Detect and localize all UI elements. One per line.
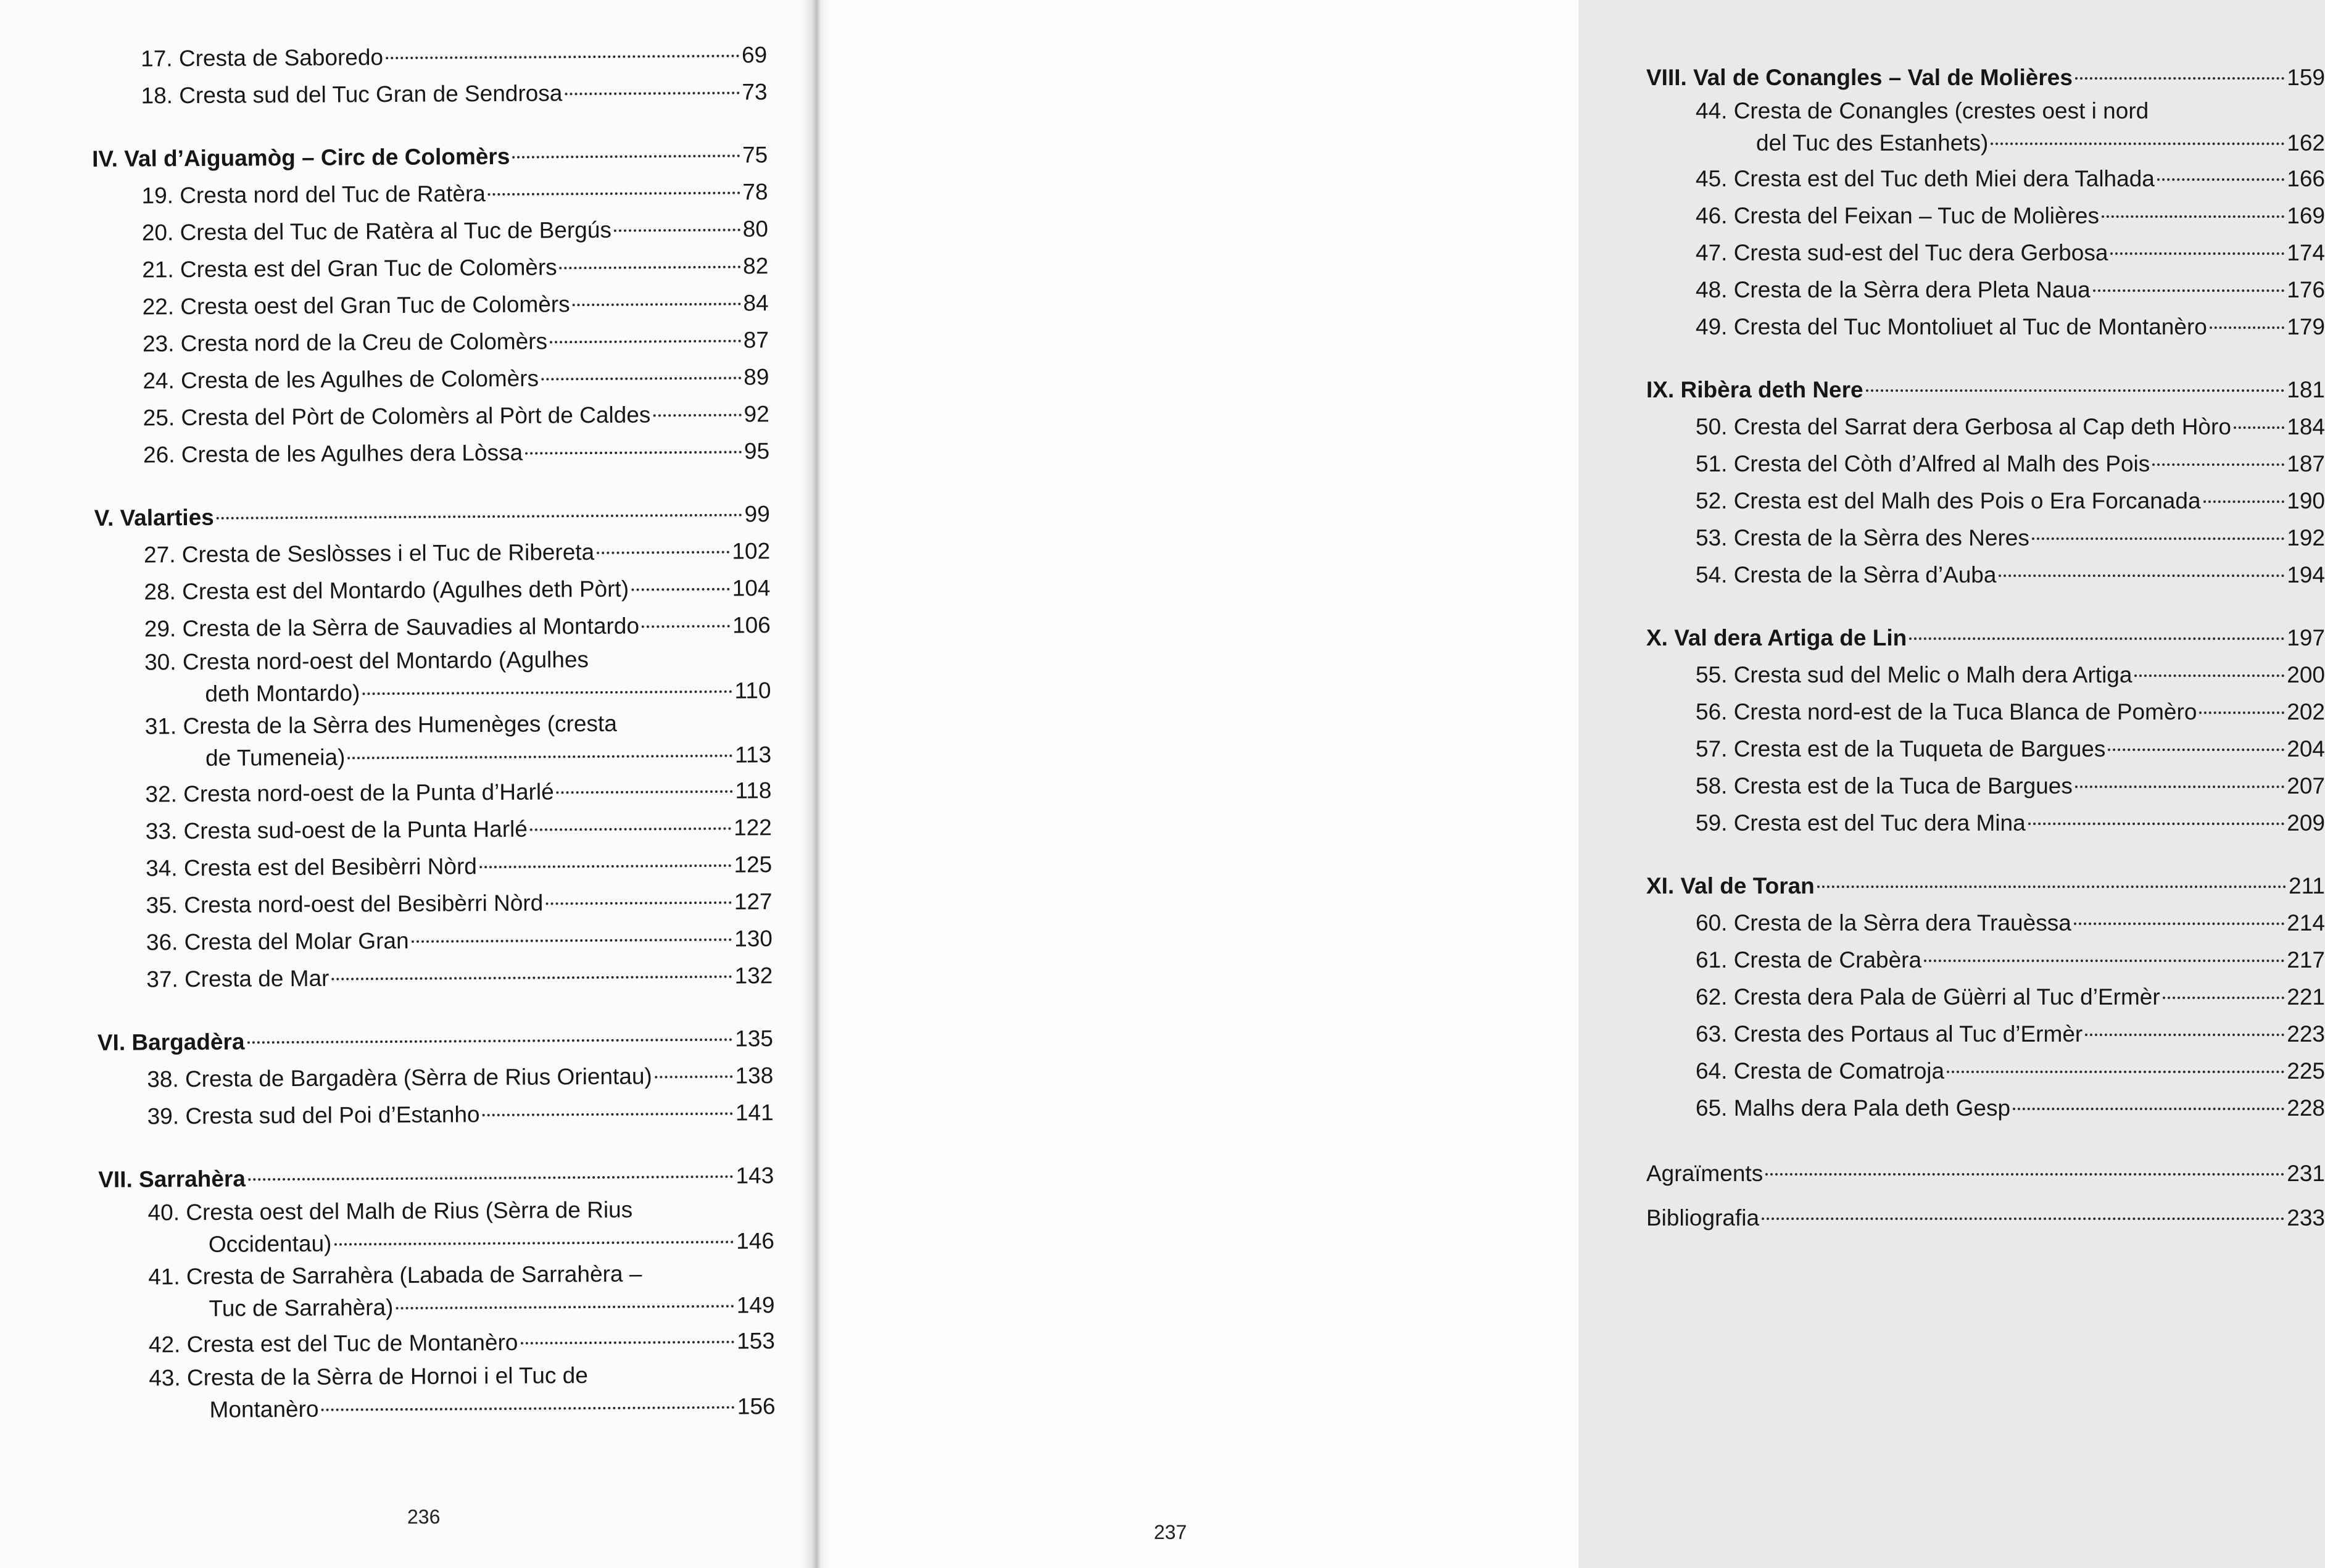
toc-page-ref: 106 — [732, 612, 771, 638]
dot-leader — [2199, 711, 2284, 714]
toc-entry-label: 50. Cresta del Sarrat dera Gerbosa al Cap deth Hòro — [1696, 414, 2231, 439]
toc-entry — [1646, 96, 2325, 160]
toc-entry — [99, 1258, 775, 1327]
toc-page-ref: 228 — [2287, 1095, 2325, 1121]
toc-entry-title-first-line: 30. Cresta nord-oest del Montardo (Agulhes — [144, 647, 589, 675]
toc-page-ref: 122 — [733, 815, 772, 840]
dot-leader — [217, 514, 742, 520]
toc-entry-title-first-line: 31. Cresta de la Sèrra des Humenèges (cresta — [144, 710, 617, 739]
dot-leader — [1765, 1173, 2284, 1176]
toc-entry-label: IX. Ribèra deth Nere — [1646, 377, 1863, 402]
dot-leader — [545, 902, 732, 905]
toc-entry — [1646, 1016, 2325, 1053]
toc-entry-label: 18. Cresta sud del Tuc Gran de Sendrosa — [141, 80, 563, 109]
toc-page-ref: 174 — [2287, 240, 2325, 265]
toc-entry-label: XI. Val de Toran — [1646, 873, 1815, 898]
toc-entry — [94, 433, 769, 474]
toc-entry-label: VIII. Val de Conangles – Val de Molières — [1646, 65, 2073, 90]
toc-back-matter-entry — [1646, 1151, 2325, 1196]
dot-leader — [2134, 674, 2284, 677]
toc-entry-label: 37. Cresta de Mar — [146, 965, 329, 992]
dot-leader — [2028, 823, 2285, 825]
toc-entry-label: 55. Cresta sud del Melic o Malh dera Artiga — [1696, 662, 2132, 687]
toc-entry-label: 35. Cresta nord-oest del Besibèrri Nòrd — [146, 890, 544, 918]
toc-section-heading — [92, 136, 768, 178]
toc-page-ref: 146 — [736, 1228, 775, 1254]
toc-page-ref: 179 — [2287, 314, 2325, 339]
toc-entry — [94, 570, 770, 611]
dot-leader — [2152, 463, 2284, 466]
right-page — [813, 0, 2325, 1568]
toc-entry-label: 47. Cresta sud-est del Tuc dera Gerbosa — [1696, 240, 2108, 265]
toc-page-ref: 166 — [2287, 166, 2325, 191]
toc-entry — [91, 73, 767, 115]
dot-leader — [2210, 326, 2284, 329]
dot-leader — [248, 1176, 734, 1181]
dot-leader — [2093, 289, 2285, 292]
dot-leader — [1762, 1217, 2284, 1220]
dot-leader — [597, 551, 729, 554]
toc-page-ref: 95 — [744, 438, 770, 464]
toc-page-ref: 190 — [2287, 488, 2325, 513]
dot-leader — [1924, 960, 2284, 962]
toc-page-ref: 156 — [737, 1393, 776, 1419]
toc-page-ref: 89 — [744, 364, 769, 390]
toc-entry-continuation — [99, 1224, 774, 1263]
toc-entry-label: 51. Cresta del Còth d’Alfred al Malh des Pois — [1696, 451, 2150, 476]
dot-leader — [2108, 749, 2284, 751]
toc-entry-label: 53. Cresta de la Sèrra des Neres — [1696, 525, 2029, 550]
toc-entry — [1646, 234, 2325, 272]
toc-entry-label: 56. Cresta nord-est de la Tuca Blanca de Pomèro — [1696, 699, 2197, 724]
toc-entry — [96, 772, 771, 813]
toc-entry-label: 46. Cresta del Feixan – Tuc de Molières — [1696, 203, 2099, 228]
dot-leader — [334, 1241, 734, 1246]
left-page — [0, 0, 813, 1568]
toc-entry-label: 49. Cresta del Tuc Montoliuet al Tuc de Montanèro — [1696, 314, 2207, 339]
dot-leader — [541, 377, 741, 381]
toc-entry-label: 34. Cresta est del Besibèrri Nòrd — [146, 853, 478, 881]
toc-page-ref: 184 — [2287, 414, 2325, 439]
toc-entry-label: 27. Cresta de Seslòsses i el Tuc de Ribereta — [143, 539, 595, 568]
toc-entry — [99, 1359, 776, 1428]
toc-page-ref: 194 — [2287, 562, 2325, 587]
toc-page-ref: 87 — [743, 327, 769, 353]
toc-entry — [96, 883, 772, 924]
toc-entry-label: 45. Cresta est del Tuc deth Miei dera Talhada — [1696, 166, 2155, 191]
dot-leader — [653, 414, 741, 417]
toc-page-ref: 118 — [735, 778, 772, 803]
left-toc — [91, 36, 776, 1428]
toc-entry — [97, 957, 773, 998]
toc-page-ref: 200 — [2287, 662, 2325, 687]
toc-entry — [1646, 731, 2325, 768]
toc-entry-label: 19. Cresta nord del Tuc de Ratèra — [141, 181, 486, 209]
toc-entry — [1646, 160, 2325, 197]
dot-leader — [565, 92, 739, 96]
toc-entry-label: 29. Cresta de la Sèrra de Sauvadies al Montardo — [144, 613, 640, 642]
toc-page-ref: 181 — [2287, 377, 2325, 402]
left-page-number: 236 — [407, 1506, 441, 1528]
toc-entry — [1646, 694, 2325, 731]
toc-page-ref: 225 — [2287, 1058, 2325, 1084]
toc-entry-label: deth Montardo) — [205, 680, 360, 707]
toc-page-ref: 153 — [737, 1328, 776, 1354]
toc-entry — [93, 210, 768, 252]
toc-entry-continuation — [99, 1389, 775, 1428]
toc-entry-label: IV. Val d’Aiguamòg – Circ de Colomèrs — [92, 143, 510, 172]
toc-entry-title-first-line: 43. Cresta de la Sèrra de Hornoi i el Tuc de — [149, 1363, 588, 1391]
dot-leader — [386, 55, 739, 59]
toc-page-ref: 207 — [2287, 773, 2325, 799]
dot-leader — [1817, 886, 2286, 888]
toc-entry-label: 42. Cresta est del Tuc de Montanèro — [148, 1329, 518, 1358]
toc-entry — [93, 247, 768, 289]
toc-page-ref: 92 — [744, 401, 769, 427]
toc-entry — [98, 1194, 774, 1263]
toc-page-ref: 132 — [734, 963, 773, 989]
toc-entry-label: 65. Malhs dera Pala deth Gesp — [1696, 1095, 2011, 1121]
toc-entry-label: 58. Cresta est de la Tuca de Bargues — [1696, 773, 2073, 799]
toc-entry — [1646, 197, 2325, 234]
toc-page-ref: 162 — [2287, 130, 2325, 156]
toc-entry-label: VI. Bargadèra — [97, 1029, 245, 1055]
toc-entry-label: 59. Cresta est del Tuc dera Mina — [1696, 810, 2026, 836]
toc-entry-label: X. Val dera Artiga de Lin — [1646, 625, 1907, 650]
toc-page-ref: 82 — [742, 253, 769, 279]
toc-page-ref: 113 — [734, 742, 772, 768]
toc-entry-label: 39. Cresta sud del Poi d’Estanho — [147, 1101, 480, 1129]
toc-page-ref: 125 — [734, 852, 773, 877]
dot-leader — [525, 451, 742, 455]
toc-section-heading — [94, 496, 770, 537]
toc-section-heading — [98, 1157, 774, 1198]
toc-page-ref: 75 — [742, 142, 768, 168]
toc-entry — [1646, 905, 2325, 942]
toc-entry-label: 48. Cresta de la Sèrra dera Pleta Naua — [1696, 277, 2091, 302]
toc-page-ref: 69 — [741, 42, 768, 68]
toc-section-heading — [1646, 59, 2325, 96]
toc-page-ref: 202 — [2287, 699, 2325, 724]
toc-entry — [1646, 483, 2325, 520]
toc-entry-label: 22. Cresta oest del Gran Tuc de Colomèrs — [142, 291, 570, 320]
toc-entry — [1646, 446, 2325, 483]
toc-page-ref: 102 — [732, 538, 771, 564]
dot-leader — [488, 192, 740, 196]
toc-section-heading — [1646, 371, 2325, 409]
toc-entry-label: 28. Cresta est del Montardo (Agulhes deth Pòrt) — [144, 576, 629, 605]
toc-entry-label: 17. Cresta de Saboredo — [141, 44, 384, 72]
toc-page-ref: 99 — [744, 501, 770, 527]
toc-entry-label: Agraïments — [1646, 1161, 1763, 1186]
toc-entry — [95, 607, 771, 648]
toc-entry-label: 62. Cresta dera Pala de Güèrri al Tuc d’Ermèr — [1696, 984, 2160, 1010]
toc-entry — [92, 173, 768, 215]
dot-leader — [1991, 143, 2284, 145]
toc-entry-label: Bibliografia — [1646, 1205, 1760, 1230]
dot-leader — [642, 625, 730, 628]
dot-leader — [2032, 537, 2284, 540]
toc-entry-label: 54. Cresta de la Sèrra d’Auba — [1696, 562, 1997, 587]
toc-page-ref: 135 — [735, 1026, 774, 1052]
toc-entry — [91, 36, 767, 78]
toc-entry-label: del Tuc des Estanhets) — [1756, 130, 1989, 156]
right-toc — [1646, 59, 2325, 1240]
dot-leader — [520, 1341, 734, 1345]
toc-section-heading — [97, 1020, 773, 1061]
toc-entry-label: 20. Cresta del Tuc de Ratèra al Tuc de Bergús — [141, 217, 611, 246]
toc-page-ref: 197 — [2287, 625, 2325, 650]
toc-entry-label: de Tumeneia) — [205, 744, 346, 771]
dot-leader — [1999, 575, 2284, 577]
toc-page-ref: 223 — [2287, 1021, 2325, 1047]
toc-entry-label: 61. Cresta de Crabèra — [1696, 947, 1922, 973]
dot-leader — [557, 790, 733, 794]
toc-entry-label: 63. Cresta des Portaus al Tuc d’Ermèr — [1696, 1021, 2083, 1047]
toc-section-heading — [1646, 868, 2325, 905]
dot-leader — [2163, 997, 2285, 999]
toc-page-ref: 209 — [2287, 810, 2325, 836]
dot-leader — [2074, 923, 2285, 925]
dot-leader — [331, 976, 732, 981]
toc-entry — [96, 846, 772, 887]
toc-entry-label: V. Valarties — [94, 504, 214, 531]
toc-entry-label: 57. Cresta est de la Tuqueta de Bargues — [1696, 736, 2106, 761]
toc-page-ref: 84 — [743, 290, 769, 316]
toc-page-ref: 138 — [735, 1063, 774, 1089]
dot-leader — [1909, 637, 2284, 640]
toc-entry — [95, 644, 771, 712]
toc-entry — [97, 1057, 773, 1098]
dot-leader — [479, 865, 732, 868]
dot-leader — [614, 229, 740, 232]
toc-page-ref: 233 — [2287, 1205, 2325, 1230]
toc-page-ref: 149 — [736, 1292, 775, 1318]
dot-leader — [2110, 252, 2284, 255]
toc-entry — [97, 920, 773, 961]
toc-entry — [96, 809, 772, 850]
toc-entry — [1646, 657, 2325, 694]
toc-entry-label: 38. Cresta de Bargadèra (Sèrra de Rius Orientau) — [147, 1063, 652, 1092]
toc-back-matter-entry — [1646, 1196, 2325, 1240]
toc-page-ref: 80 — [742, 216, 769, 242]
toc-entry-label: 33. Cresta sud-oest de la Punta Harlé — [145, 816, 528, 844]
toc-entry-label: Tuc de Sarrahèra) — [209, 1295, 394, 1321]
toc-page-ref: 78 — [742, 179, 768, 205]
toc-entry-title-first-line: 40. Cresta oest del Malh de Rius (Sèrra de Rius — [147, 1197, 633, 1226]
toc-entry-label: 25. Cresta del Pòrt de Colomèrs al Pòrt de Caldes — [143, 402, 651, 431]
dot-leader — [2075, 77, 2284, 80]
toc-entry — [1646, 409, 2325, 446]
toc-entry — [1646, 942, 2325, 979]
toc-entry-label: 52. Cresta est del Malh des Pois o Era Forcanada — [1696, 488, 2201, 513]
toc-page-ref: 187 — [2287, 451, 2325, 476]
dot-leader — [247, 1039, 732, 1044]
dot-leader — [2203, 500, 2285, 503]
toc-entry — [99, 1322, 775, 1364]
toc-entry-label: 21. Cresta est del Gran Tuc de Colomèrs — [142, 254, 557, 283]
toc-entry — [1646, 1090, 2325, 1127]
right-page-number: 237 — [1154, 1521, 1187, 1543]
dot-leader — [1947, 1071, 2284, 1073]
toc-entry-label: Occidentau) — [208, 1230, 332, 1257]
toc-entry-label: VII. Sarrahèra — [98, 1166, 246, 1192]
toc-page-ref: 176 — [2287, 277, 2325, 302]
toc-entry — [1646, 979, 2325, 1016]
dot-leader — [2102, 215, 2284, 218]
toc-page-ref: 231 — [2287, 1161, 2325, 1186]
toc-entry-title-first-line: 41. Cresta de Sarrahèra (Labada de Sarrahèra – — [148, 1261, 642, 1290]
toc-entry — [1646, 309, 2325, 346]
toc-entry-label: 36. Cresta del Molar Gran — [146, 927, 409, 955]
toc-entry-continuation — [1646, 126, 2325, 160]
toc-entry — [1646, 520, 2325, 557]
toc-page-ref: 130 — [734, 926, 773, 952]
toc-entry — [93, 284, 768, 326]
toc-entry — [93, 359, 769, 400]
dot-leader — [2085, 1034, 2284, 1036]
dot-leader — [412, 939, 732, 943]
toc-entry — [1646, 557, 2325, 594]
dot-leader — [530, 828, 731, 831]
dot-leader — [2075, 786, 2284, 788]
toc-entry-continuation — [96, 737, 771, 776]
toc-page-ref: 73 — [742, 79, 768, 105]
toc-entry — [94, 533, 770, 574]
dot-leader — [573, 303, 741, 307]
dot-leader — [631, 588, 730, 591]
dot-leader — [396, 1305, 734, 1309]
toc-entry — [1646, 768, 2325, 805]
toc-page-ref: 214 — [2287, 910, 2325, 935]
toc-page-ref: 221 — [2287, 984, 2325, 1010]
toc-page-ref: 217 — [2287, 947, 2325, 973]
toc-entry — [94, 396, 769, 437]
toc-entry-label: 60. Cresta de la Sèrra dera Trauèssa — [1696, 910, 2071, 935]
toc-entry-label: 23. Cresta nord de la Creu de Colomèrs — [142, 328, 548, 357]
toc-page-ref: 204 — [2287, 736, 2325, 761]
toc-entry-label: Montanèro — [209, 1396, 319, 1422]
toc-entry-title-first-line: 44. Cresta de Conangles (crestes oest i nord — [1696, 98, 2149, 123]
dot-leader — [2157, 178, 2284, 181]
toc-page-ref: 104 — [732, 575, 771, 601]
dot-leader — [655, 1076, 733, 1079]
toc-page-ref: 141 — [735, 1100, 774, 1126]
toc-entry — [93, 321, 769, 363]
toc-section-heading — [1646, 620, 2325, 657]
dot-leader — [560, 266, 740, 270]
toc-entry — [1646, 805, 2325, 842]
toc-entry-label: 24. Cresta de les Agulhes de Colomèrs — [143, 365, 539, 394]
toc-page-ref: 159 — [2287, 65, 2325, 90]
toc-page-ref: 169 — [2287, 203, 2325, 228]
dot-leader — [1866, 389, 2285, 392]
toc-entry-continuation — [99, 1288, 774, 1327]
dot-leader — [550, 340, 741, 344]
toc-entry-label: 32. Cresta nord-oest de la Punta d’Harlé — [145, 779, 554, 807]
dot-leader — [2234, 426, 2284, 429]
toc-entry-continuation — [95, 673, 771, 712]
toc-entry — [1646, 1053, 2325, 1090]
toc-page-ref: 192 — [2287, 525, 2325, 550]
dot-leader — [483, 1113, 733, 1116]
toc-page-ref: 143 — [736, 1163, 774, 1188]
toc-page-ref: 110 — [734, 678, 771, 703]
toc-page-ref: 127 — [734, 889, 773, 915]
dot-leader — [347, 755, 732, 760]
toc-entry — [96, 708, 772, 776]
dot-leader — [2013, 1108, 2284, 1110]
toc-entry-label: 26. Cresta de les Agulhes dera Lòssa — [143, 439, 523, 468]
toc-entry — [97, 1094, 773, 1135]
toc-entry — [1646, 272, 2325, 309]
toc-page-ref: 211 — [2289, 873, 2325, 898]
dot-leader — [512, 155, 740, 159]
toc-entry-label: 64. Cresta de Comatroja — [1696, 1058, 1945, 1084]
dot-leader — [362, 691, 732, 695]
dot-leader — [321, 1406, 734, 1411]
